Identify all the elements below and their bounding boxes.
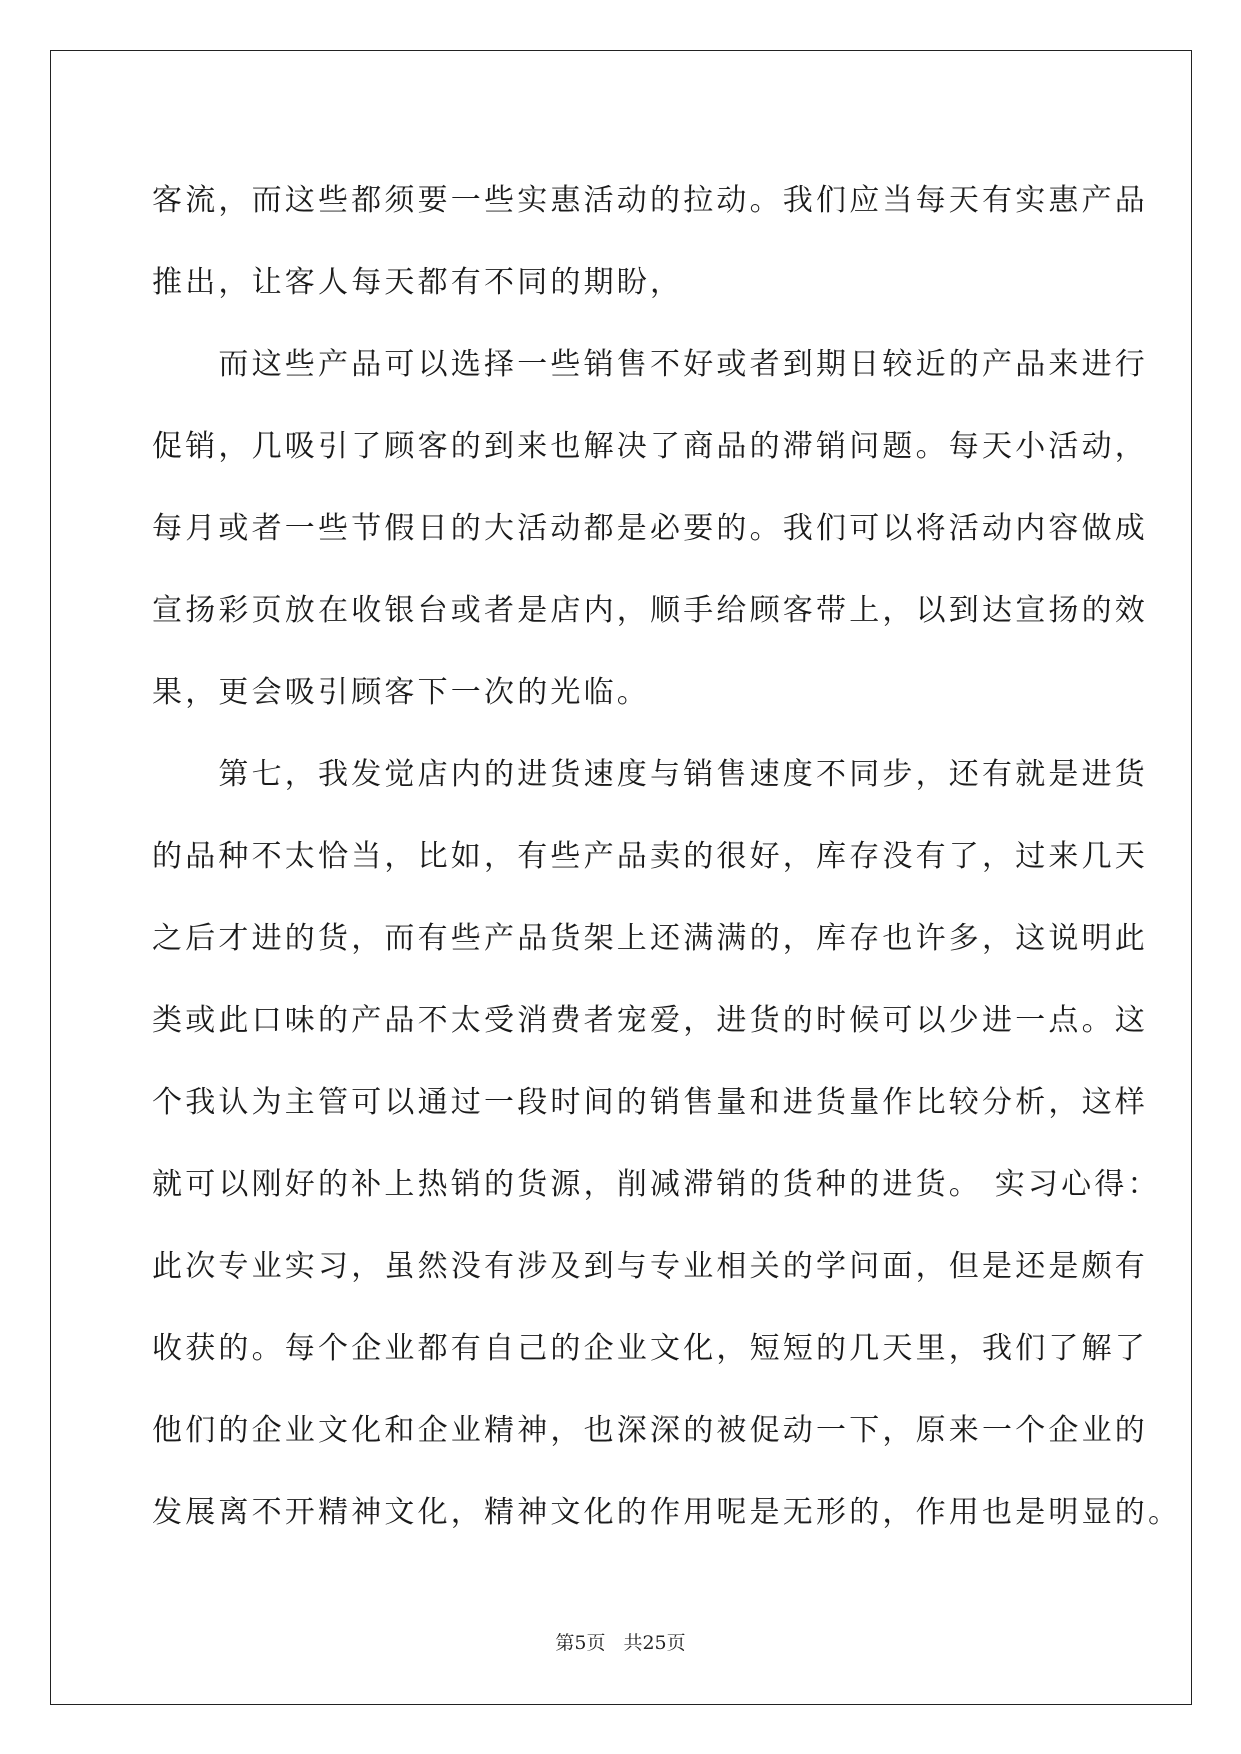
text-line: 此次专业实习，虽然没有涉及到与专业相关的学问面，但是还是颇有	[152, 1249, 1148, 1284]
body-text	[152, 160, 1182, 1554]
text-line: 推出，让客人每天都有不同的期盼，	[152, 265, 684, 300]
text-line: 就可以刚好的补上热销的货源，削减滞销的货种的进货。 实习心得：	[152, 1167, 1161, 1202]
text-line: 之后才进的货，而有些产品货架上还满满的，库存也许多，这说明此	[152, 921, 1148, 956]
text-line: 每月或者一些节假日的大活动都是必要的。我们可以将活动内容做成	[152, 511, 1148, 546]
page-number: 第5页	[555, 1632, 606, 1654]
text-line: 发展离不开精神文化，精神文化的作用呢是无形的，作用也是明显的。	[152, 1495, 1182, 1530]
text-line: 促销，几吸引了顾客的到来也解决了商品的滞销问题。每天小活动，	[152, 429, 1148, 464]
text-line: 个我认为主管可以通过一段时间的销售量和进货量作比较分析，这样	[152, 1085, 1148, 1120]
text-line: 他们的企业文化和企业精神，也深深的被促动一下，原来一个企业的	[152, 1413, 1148, 1448]
text-line: 类或此口味的产品不太受消费者宠爱，进货的时候可以少进一点。这	[152, 1003, 1148, 1038]
page-total: 共25页	[623, 1632, 686, 1654]
text-line: 的品种不太恰当，比如，有些产品卖的很好，库存没有了，过来几天	[152, 839, 1148, 874]
text-line: 果，更会吸引顾客下一次的光临。	[152, 675, 650, 710]
text-line: 宣扬彩页放在收银台或者是店内，顺手给顾客带上，以到达宣扬的效	[152, 593, 1148, 628]
text-line: 第七，我发觉店内的进货速度与销售速度不同步，还有就是进货	[152, 757, 1148, 792]
text-line: 收获的。每个企业都有自己的企业文化，短短的几天里，我们了解了	[152, 1331, 1148, 1366]
text-line: 而这些产品可以选择一些销售不好或者到期日较近的产品来进行	[152, 347, 1148, 382]
page-footer	[0, 1628, 1241, 1655]
text-line: 客流，而这些都须要一些实惠活动的拉动。我们应当每天有实惠产品	[152, 183, 1148, 218]
